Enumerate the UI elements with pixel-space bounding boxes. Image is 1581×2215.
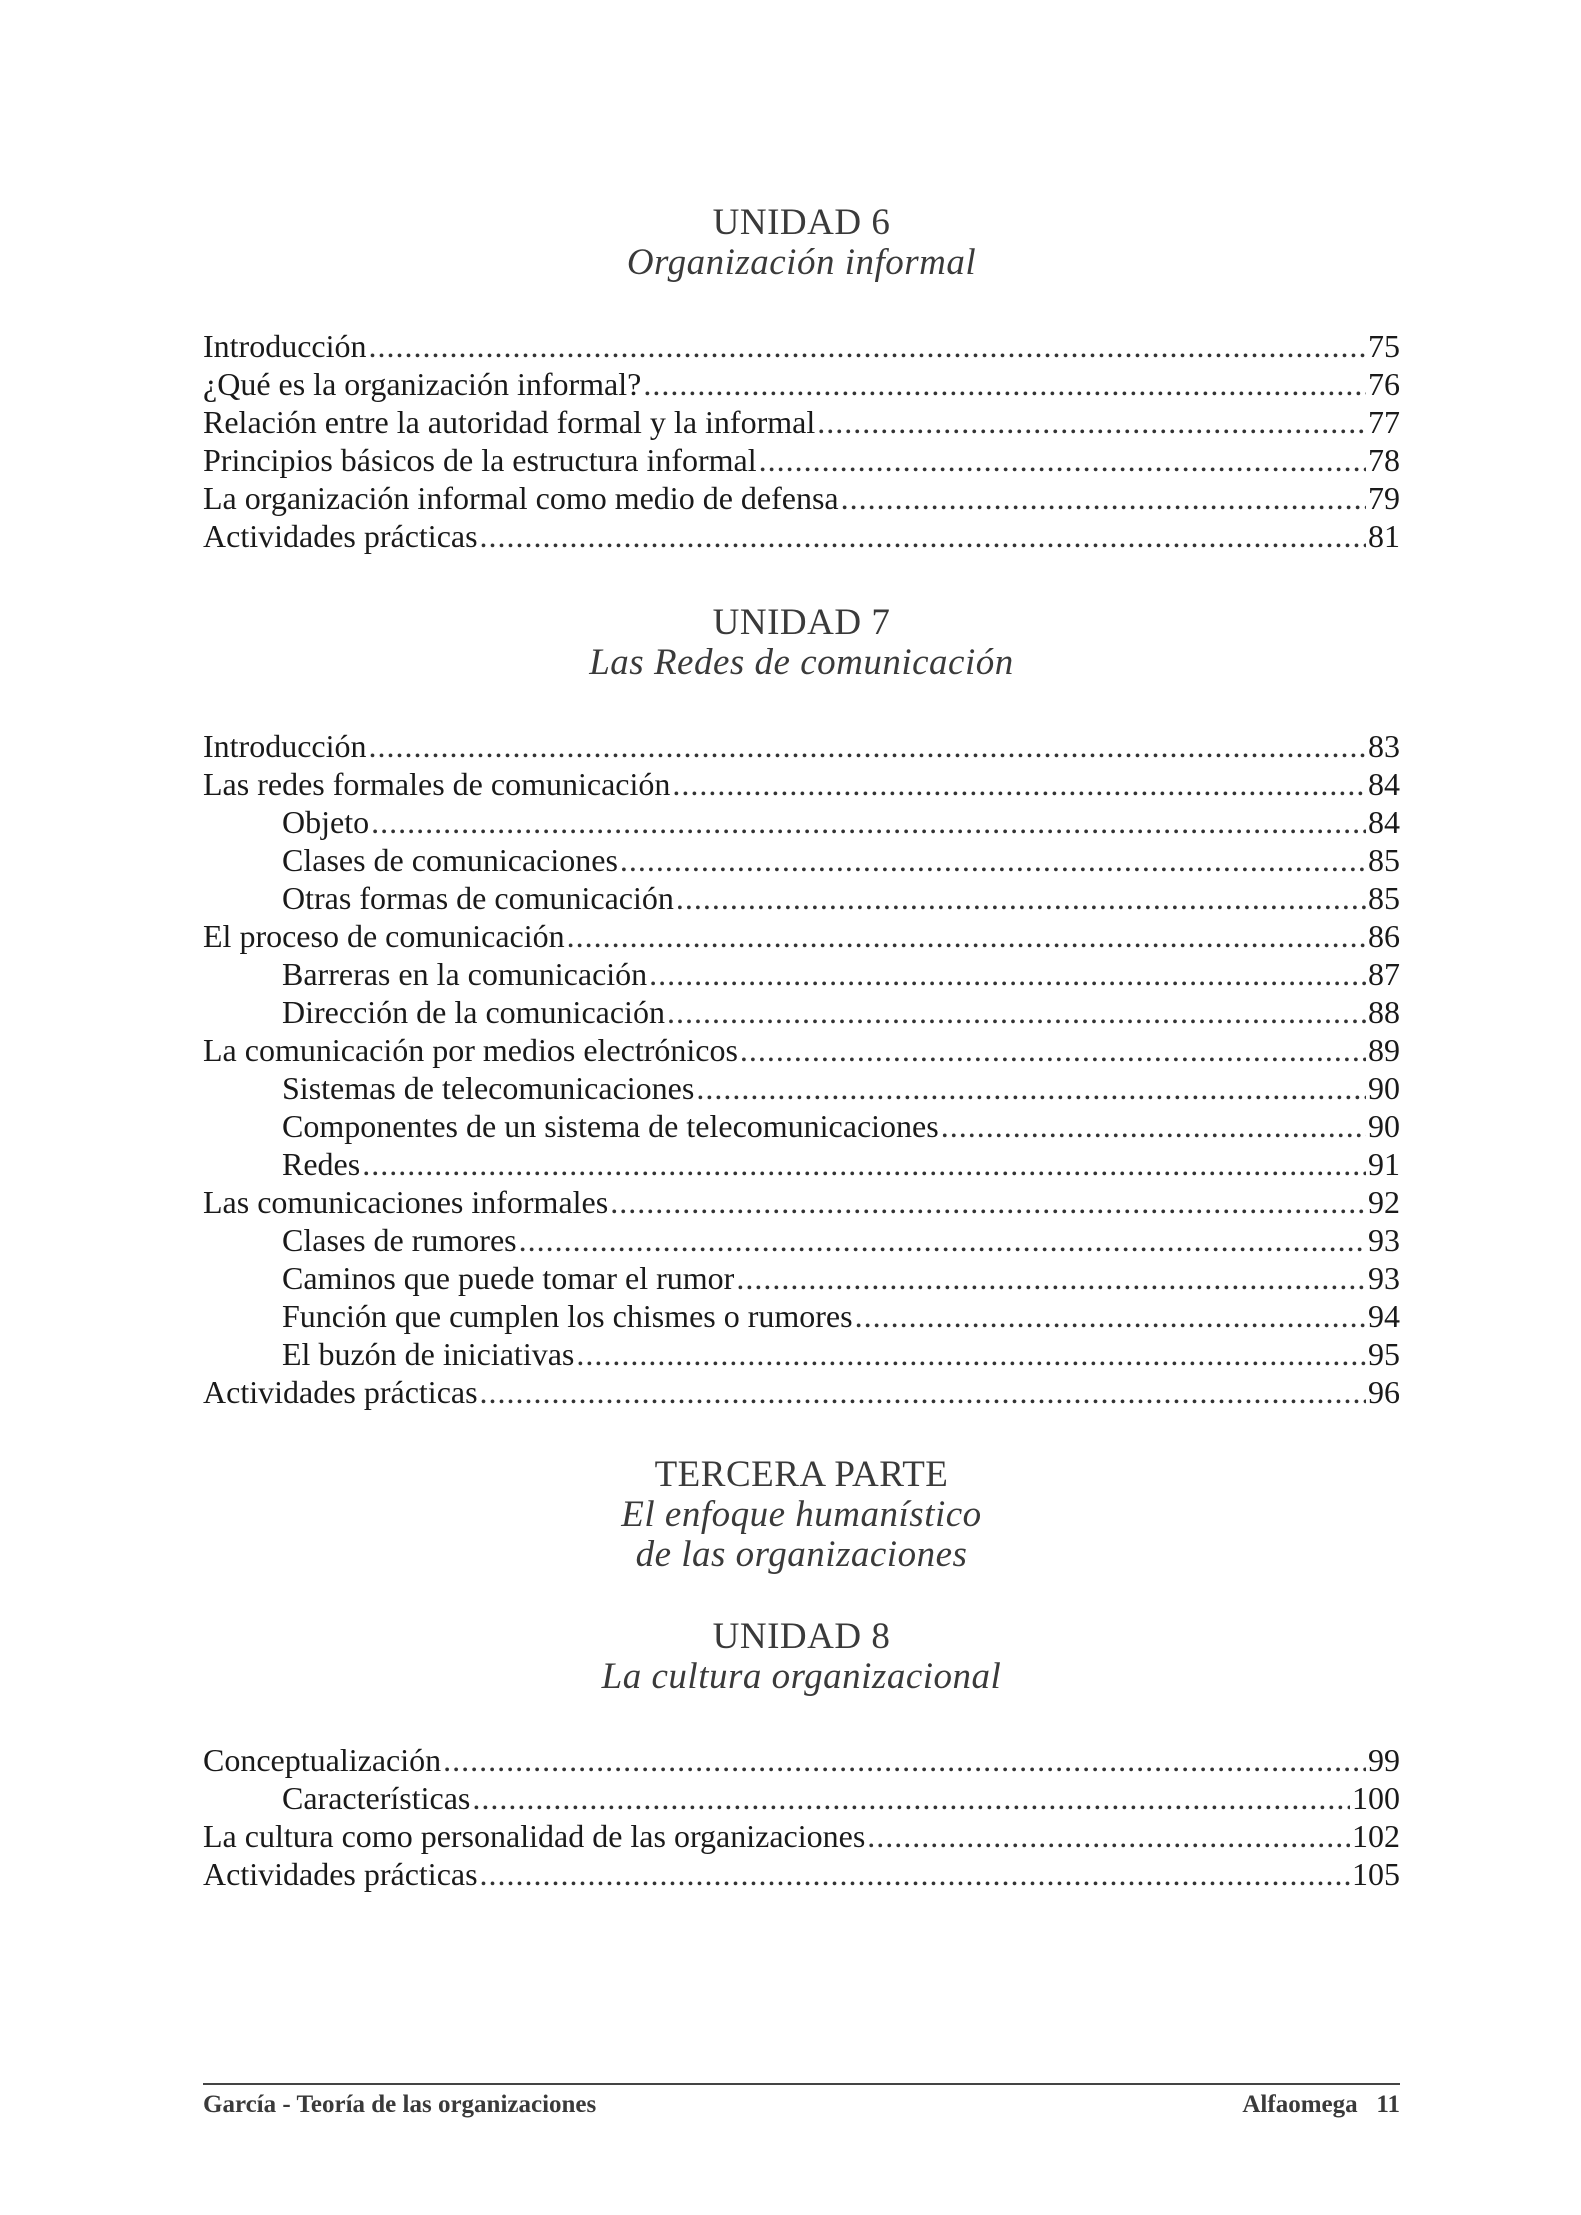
unit-subtitle: Organización informal [626, 242, 977, 283]
toc-entry-label: Principios básicos de la estructura informal [203, 442, 757, 478]
toc-entry-label: Relación entre la autoridad formal y la informal [203, 404, 816, 440]
toc-page-number: 86 [1368, 918, 1400, 954]
toc-page-number: 84 [1368, 804, 1400, 840]
toc-page-number: 89 [1368, 1032, 1400, 1068]
footer-publisher-page: Alfaomega 11 [1242, 2091, 1400, 2118]
toc-entry-label: La cultura como personalidad de las organizaciones [203, 1818, 866, 1854]
toc-entry-label: La organización informal como medio de defensa [203, 480, 839, 516]
dot-leader [369, 727, 1367, 765]
toc-subentry[interactable] [203, 879, 1400, 917]
toc-entry-label: Actividades prácticas [203, 518, 478, 554]
toc-page-number: 93 [1368, 1222, 1400, 1258]
toc-page-number: 88 [1368, 994, 1400, 1030]
page-footer [203, 2083, 1400, 2119]
dot-leader [576, 1335, 1366, 1373]
dot-leader [841, 479, 1366, 517]
toc-list [203, 327, 1400, 555]
dot-leader [443, 1741, 1366, 1779]
toc-entry[interactable] [203, 765, 1400, 803]
toc-subentry[interactable] [203, 1259, 1400, 1297]
toc-entry-label: Función que cumplen los chismes o rumores [282, 1298, 853, 1334]
dot-leader [676, 879, 1366, 917]
toc-entry-label: Clases de comunicaciones [282, 842, 618, 878]
unit-title: UNIDAD 7 [712, 602, 891, 643]
part-heading [203, 1455, 1400, 1575]
dot-leader [480, 1373, 1366, 1411]
toc-page-number: 78 [1368, 442, 1400, 478]
toc-subentry[interactable] [203, 1221, 1400, 1259]
toc-subentry[interactable] [203, 803, 1400, 841]
toc-page-number: 83 [1368, 728, 1400, 764]
toc-subentry[interactable] [203, 993, 1400, 1031]
unit-subtitle: Las Redes de comunicación [589, 642, 1014, 683]
toc-entry[interactable] [203, 917, 1400, 955]
dot-leader [817, 403, 1366, 441]
unit-title: UNIDAD 6 [712, 202, 891, 243]
unit-7-heading [203, 603, 1400, 683]
footer-rule [203, 2083, 1400, 2085]
toc-entry-label: Caminos que puede tomar el rumor [282, 1260, 735, 1296]
unit-subtitle: La cultura organizacional [601, 1656, 1002, 1697]
toc-subentry[interactable] [203, 1335, 1400, 1373]
toc-entry[interactable] [203, 1855, 1400, 1893]
dot-leader [480, 517, 1366, 555]
toc-page-number: 91 [1368, 1146, 1400, 1182]
toc-page-number: 100 [1352, 1780, 1400, 1816]
toc-subentry[interactable] [203, 1297, 1400, 1335]
dot-leader [362, 1145, 1366, 1183]
toc-entry-label: Las comunicaciones informales [203, 1184, 609, 1220]
toc-page-number: 84 [1368, 766, 1400, 802]
toc-page-number: 81 [1368, 518, 1400, 554]
toc-page-number: 76 [1368, 366, 1400, 402]
toc-page-number: 79 [1368, 480, 1400, 516]
toc-entry[interactable] [203, 1031, 1400, 1069]
dot-leader [620, 841, 1366, 879]
toc-entry[interactable] [203, 403, 1400, 441]
dot-leader [472, 1779, 1350, 1817]
toc-entry-label: Barreras en la comunicación [282, 956, 648, 992]
toc-entry-label: ¿Qué es la organización informal? [203, 366, 642, 402]
toc-subentry[interactable] [203, 1145, 1400, 1183]
toc-entry[interactable] [203, 479, 1400, 517]
dot-leader [672, 765, 1366, 803]
toc-page-number: 96 [1368, 1374, 1400, 1410]
footer-book-title: García - Teoría de las organizaciones [203, 2091, 597, 2118]
unit-6-section [203, 203, 1400, 555]
dot-leader [696, 1069, 1366, 1107]
dot-leader [941, 1107, 1366, 1145]
unit-6-heading [203, 203, 1400, 283]
unit-8-heading [203, 1617, 1400, 1697]
toc-list [203, 1741, 1400, 1893]
dot-leader [759, 441, 1366, 479]
dot-leader [480, 1855, 1350, 1893]
toc-entry[interactable] [203, 327, 1400, 365]
dot-leader [371, 803, 1366, 841]
toc-entry[interactable] [203, 1183, 1400, 1221]
dot-leader [649, 955, 1366, 993]
toc-page-number: 75 [1368, 328, 1400, 364]
toc-page-number: 93 [1368, 1260, 1400, 1296]
toc-subentry[interactable] [203, 1107, 1400, 1145]
toc-entry[interactable] [203, 1373, 1400, 1411]
part-3-heading [203, 1455, 1400, 1575]
dot-leader [519, 1221, 1366, 1259]
dot-leader [867, 1817, 1350, 1855]
toc-entry[interactable] [203, 365, 1400, 403]
toc-subentry[interactable] [203, 841, 1400, 879]
toc-entry-label: Redes [282, 1146, 361, 1182]
toc-page-number: 90 [1368, 1070, 1400, 1106]
unit-8-section [203, 1617, 1400, 1893]
toc-page-number: 85 [1368, 880, 1400, 916]
toc-entry-label: Clases de rumores [282, 1222, 517, 1258]
toc-entry-label: Las redes formales de comunicación [203, 766, 671, 802]
toc-page-number: 102 [1352, 1818, 1400, 1854]
toc-entry-label: Actividades prácticas [203, 1374, 478, 1410]
unit-title: UNIDAD 8 [712, 1616, 891, 1657]
unit-7-section [203, 603, 1400, 1411]
dot-leader [667, 993, 1366, 1031]
toc-entry[interactable] [203, 1817, 1400, 1855]
toc-entry[interactable] [203, 1741, 1400, 1779]
toc-entry-label: Sistemas de telecomunicaciones [282, 1070, 695, 1106]
toc-entry-label: Características [282, 1780, 471, 1816]
toc-entry-label: Dirección de la comunicación [282, 994, 665, 1030]
toc-entry-label: Objeto [282, 804, 370, 840]
toc-page-number: 92 [1368, 1184, 1400, 1220]
dot-leader [740, 1031, 1366, 1069]
toc-page-number: 99 [1368, 1742, 1400, 1778]
toc-page-number: 105 [1352, 1856, 1400, 1892]
dot-leader [610, 1183, 1366, 1221]
toc-entry-label: La comunicación por medios electrónicos [203, 1032, 738, 1068]
part-subtitle-line-1: El enfoque humanístico [621, 1494, 982, 1535]
toc-entry[interactable] [203, 441, 1400, 479]
toc-entry-label: Introducción [203, 728, 367, 764]
footer-row [203, 2091, 1400, 2119]
toc-entry-label: Componentes de un sistema de telecomunicaciones [282, 1108, 939, 1144]
toc-entry-label: El proceso de comunicación [203, 918, 565, 954]
toc-entry-label: Introducción [203, 328, 367, 364]
toc-page-number: 95 [1368, 1336, 1400, 1372]
part-title: TERCERA PARTE [654, 1454, 949, 1495]
dot-leader [567, 917, 1366, 955]
toc-entry-label: Conceptualización [203, 1742, 442, 1778]
toc-page-number: 90 [1368, 1108, 1400, 1144]
toc-entry-label: El buzón de iniciativas [282, 1336, 575, 1372]
toc-entry-label: Otras formas de comunicación [282, 880, 674, 916]
toc-page-number: 85 [1368, 842, 1400, 878]
dot-leader [369, 327, 1367, 365]
toc-subentry[interactable] [203, 1069, 1400, 1107]
toc-page-number: 94 [1368, 1298, 1400, 1334]
toc-subentry[interactable] [203, 955, 1400, 993]
dot-leader [855, 1297, 1366, 1335]
toc-entry[interactable] [203, 727, 1400, 765]
toc-page-number: 77 [1368, 404, 1400, 440]
part-subtitle-line-2: de las organizaciones [635, 1534, 968, 1575]
dot-leader [643, 365, 1366, 403]
toc-page-number: 87 [1368, 956, 1400, 992]
toc-entry[interactable] [203, 517, 1400, 555]
toc-entry-label: Actividades prácticas [203, 1856, 478, 1892]
toc-list [203, 727, 1400, 1411]
dot-leader [736, 1259, 1366, 1297]
toc-subentry[interactable] [203, 1779, 1400, 1817]
